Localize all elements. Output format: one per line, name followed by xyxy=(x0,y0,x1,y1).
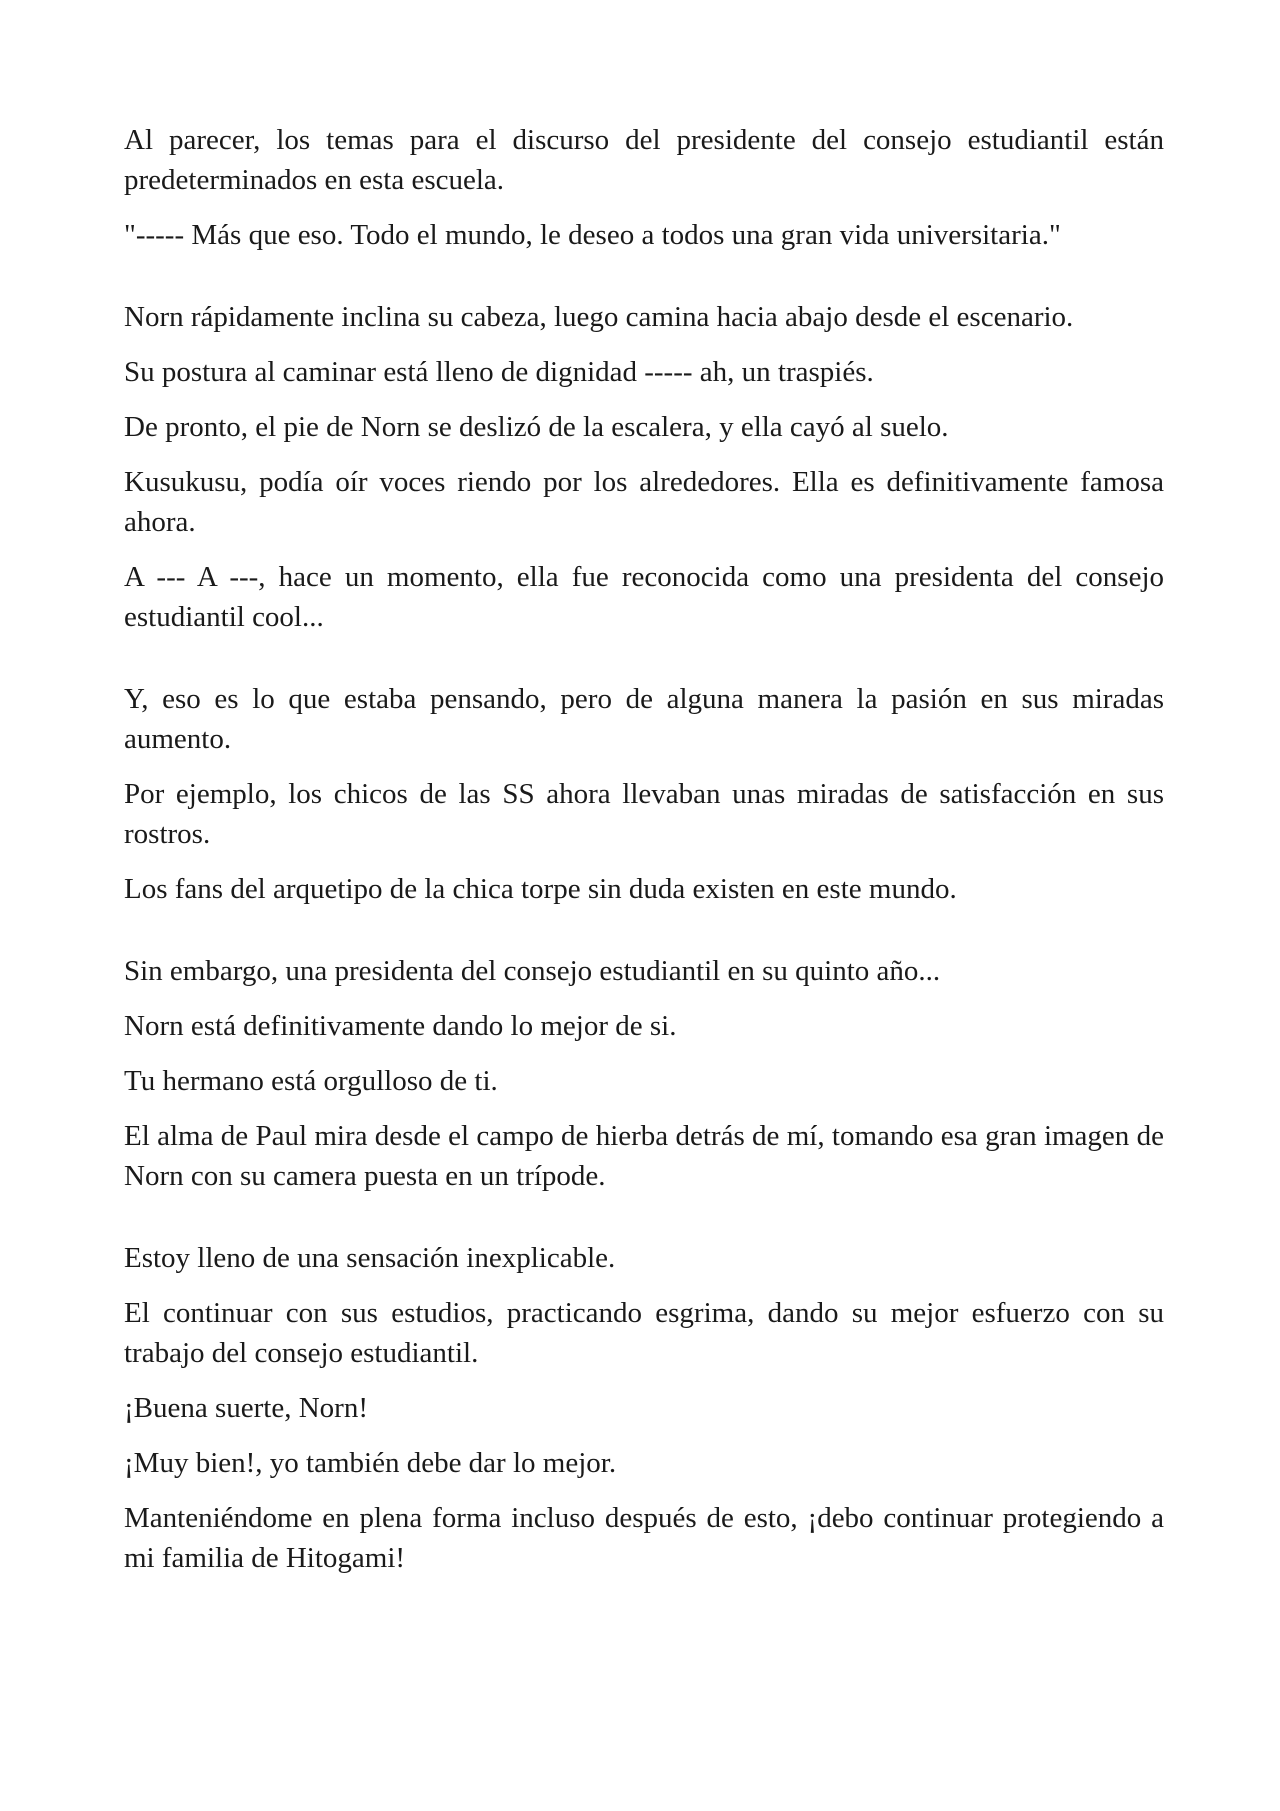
paragraph: ¡Buena suerte, Norn! xyxy=(124,1392,368,1424)
paragraph: Sin embargo, una presidenta del consejo estudiantil en su quinto año... xyxy=(124,955,941,987)
paragraph: Al parecer, los temas para el discurso del presidente del consejo estudiantil están predeterminados en esta escuela. xyxy=(124,124,1164,196)
paragraph: Los fans del arquetipo de la chica torpe sin duda existen en este mundo. xyxy=(124,873,957,905)
paragraph: Norn rápidamente inclina su cabeza, luego camina hacia abajo desde el escenario. xyxy=(124,301,1074,333)
paragraph: "----- Más que eso. Todo el mundo, le deseo a todos una gran vida universitaria." xyxy=(124,219,1061,251)
paragraph: El alma de Paul mira desde el campo de hierba detrás de mí, tomando esa gran imagen de Norn con su camera puesta en un trípode. xyxy=(124,1120,1164,1192)
paragraph: El continuar con sus estudios, practicando esgrima, dando su mejor esfuerzo con su trabajo del consejo estudiantil. xyxy=(124,1297,1164,1369)
paragraph: Manteniéndome en plena forma incluso después de esto, ¡debo continuar protegiendo a mi familia de Hitogami! xyxy=(124,1502,1164,1574)
paragraph: Tu hermano está orgulloso de ti. xyxy=(124,1065,498,1097)
document-page xyxy=(124,120,1164,1593)
paragraph: Norn está definitivamente dando lo mejor de si. xyxy=(124,1010,677,1042)
paragraph: Estoy lleno de una sensación inexplicable. xyxy=(124,1242,616,1274)
paragraph: Y, eso es lo que estaba pensando, pero de alguna manera la pasión en sus miradas aumento. xyxy=(124,683,1164,755)
paragraph: ¡Muy bien!, yo también debe dar lo mejor. xyxy=(124,1447,617,1479)
paragraph: Su postura al caminar está lleno de dignidad ----- ah, un traspiés. xyxy=(124,356,874,388)
paragraph: A --- A ---, hace un momento, ella fue reconocida como una presidenta del consejo estudiantil cool... xyxy=(124,561,1164,633)
paragraph: De pronto, el pie de Norn se deslizó de la escalera, y ella cayó al suelo. xyxy=(124,411,949,443)
paragraph: Kusukusu, podía oír voces riendo por los alrededores. Ella es definitivamente famosa ahora. xyxy=(124,466,1164,538)
paragraph: Por ejemplo, los chicos de las SS ahora llevaban unas miradas de satisfacción en sus rostros. xyxy=(124,778,1164,850)
